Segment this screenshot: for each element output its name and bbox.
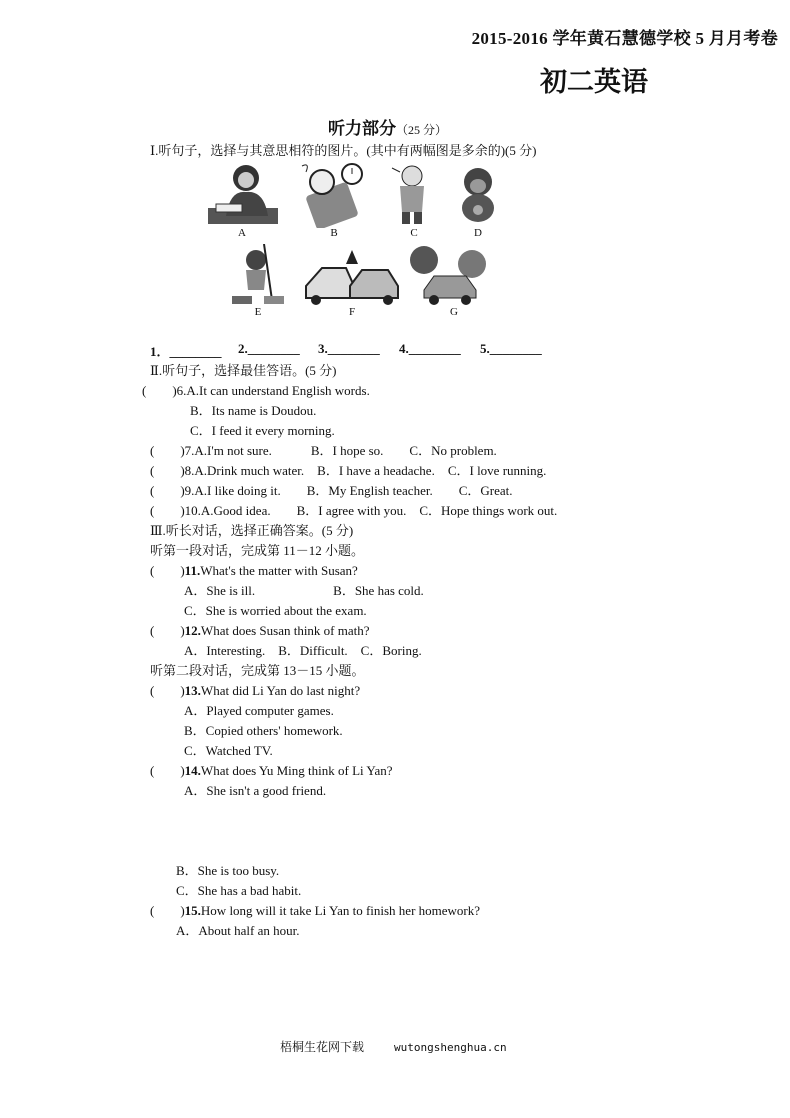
q6-option-c: C．I feed it every morning. <box>190 423 335 438</box>
q10-line: ( )10.A.Good idea. B．I agree with you. C．Hope things work out. <box>150 503 558 518</box>
q12-text: What does Susan think of math? <box>200 623 370 638</box>
q11-bracket[interactable]: ( ) <box>150 563 185 578</box>
q15-text: How long will it take Li Yan to finish her homework? <box>200 903 481 918</box>
q14-text: What does Yu Ming think of Li Yan? <box>200 763 393 778</box>
q7-line: ( )7.A.I'm not sure. B．I hope so. C．No problem. <box>150 443 497 458</box>
footer-url[interactable]: wutongshenghua.cn <box>394 1041 507 1054</box>
listening-score: （25 分） <box>396 123 448 137</box>
answer-blank-4[interactable]: 4.________ <box>399 341 461 356</box>
subject-title: 初二英语 <box>540 67 648 97</box>
listening-section-title <box>328 114 447 139</box>
q8-line: ( )8.A.Drink much water. B．I have a headache. C．I love running. <box>150 463 547 478</box>
answer-blank-5[interactable]: 5.________ <box>480 341 542 356</box>
picture-label-e: E <box>254 306 262 318</box>
exam-header-title: 2015-2016 学年黄石慧德学校 5 月月考卷 <box>471 29 778 48</box>
picture-label-c: C <box>410 227 418 239</box>
part3-instruction: Ⅲ.听长对话，选择正确答案。(5 分) <box>150 523 354 538</box>
picture-a-girl-studying <box>208 160 278 228</box>
picture-label-d: D <box>474 227 482 239</box>
q14-option-c: C．She has a bad habit. <box>176 883 302 898</box>
page-footer <box>280 1038 507 1055</box>
listening-title: 听力部分 <box>328 119 396 138</box>
picture-label-f: F <box>348 306 356 318</box>
q15-bracket[interactable]: ( ) <box>150 903 185 918</box>
q13-option-c: C．Watched TV. <box>184 743 273 758</box>
q6-option-b: B．Its name is Doudou. <box>190 403 317 418</box>
q15-line <box>150 900 480 919</box>
q12-options: A．Interesting. B．Difficult. C．Boring. <box>184 643 422 658</box>
picture-label-a: A <box>238 227 246 239</box>
q15-number: 15. <box>184 903 201 918</box>
q14-bracket[interactable]: ( ) <box>150 763 185 778</box>
footer-site-name: 梧桐生花网下载 <box>280 1040 365 1054</box>
q13-bracket[interactable]: ( ) <box>150 683 185 698</box>
q12-number: 12. <box>184 623 201 638</box>
picture-d-dog <box>456 162 500 226</box>
q13-number: 13. <box>184 683 201 698</box>
q13-option-b: B．Copied others' homework. <box>184 723 343 738</box>
q11-line <box>150 560 358 579</box>
picture-b-sleeping-clock <box>296 160 366 228</box>
q14-line <box>150 760 393 779</box>
answer-blank-3[interactable]: 3.________ <box>318 341 380 356</box>
part1-instruction: Ⅰ.听句子，选择与其意思相符的图片。(其中有两幅图是多余的)(5 分) <box>150 143 537 158</box>
answer-blank-1[interactable]: 1．________ <box>150 344 222 359</box>
q13-line <box>150 680 360 699</box>
q11-options-ab: A．She is ill. B．She has cold. <box>184 583 424 598</box>
picture-label-g: G <box>450 306 458 318</box>
picture-g-car-ride <box>406 242 492 306</box>
q11-number: 11. <box>184 563 201 578</box>
q9-line: ( )9.A.I like doing it. B．My English teacher. C．Great. <box>150 483 513 498</box>
q14-option-a: A．She isn't a good friend. <box>184 783 327 798</box>
q15-option-a: A．About half an hour. <box>176 923 300 938</box>
q13-option-a: A．Played computer games. <box>184 703 334 718</box>
q11-text: What's the matter with Susan? <box>200 563 358 578</box>
q12-bracket[interactable]: ( ) <box>150 623 185 638</box>
part2-instruction: Ⅱ.听句子，选择最佳答语。(5 分) <box>150 363 337 378</box>
answer-blank-2[interactable]: 2.________ <box>238 341 300 356</box>
q12-line <box>150 620 370 639</box>
q6-line: ( )6.A.It can understand English words. <box>142 383 370 398</box>
dialog1-instruction: 听第一段对话，完成第 11－12 小题。 <box>150 543 365 558</box>
q14-number: 14. <box>184 763 201 778</box>
picture-e-boy-cleaning <box>224 244 286 308</box>
dialog2-instruction: 听第二段对话，完成第 13－15 小题。 <box>150 663 365 678</box>
picture-label-b: B <box>330 227 338 239</box>
picture-c-sick-person <box>388 160 438 228</box>
q14-option-b: B．She is too busy. <box>176 863 280 878</box>
picture-f-car-crash <box>302 246 402 308</box>
q11-option-c: C．She is worried about the exam. <box>184 603 367 618</box>
q13-text: What did Li Yan do last night? <box>200 683 361 698</box>
